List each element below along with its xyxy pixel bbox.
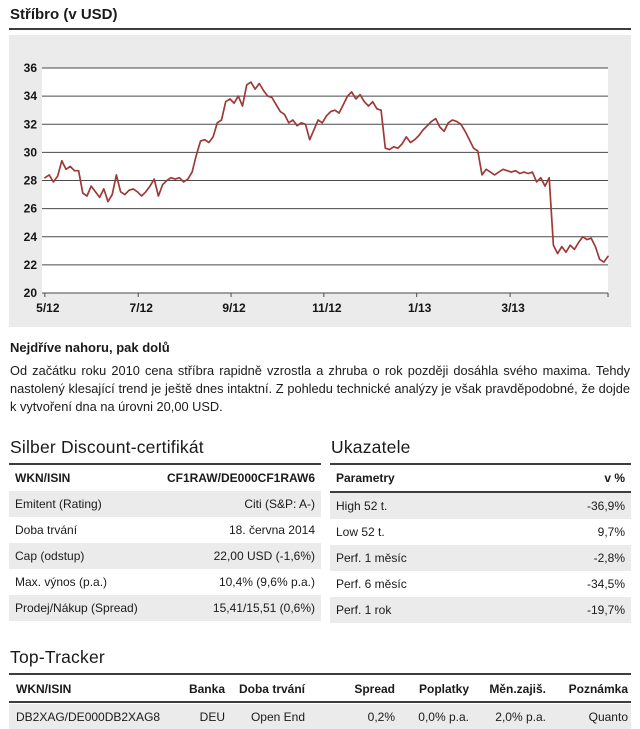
tracker-data-row — [9, 704, 631, 729]
lead-heading: Nejdříve nahoru, pak dolů — [10, 340, 170, 355]
row-label: Cap (odstup) — [15, 549, 85, 563]
row-label: High 52 t. — [336, 499, 388, 513]
table-row — [330, 597, 631, 623]
tracker-cell: DB2XAG/DE000DB2XAG8 — [16, 709, 161, 724]
row-value: 9,7% — [597, 525, 625, 539]
svg-text:22: 22 — [23, 257, 37, 272]
tracker-cell: 2,0% p.a. — [495, 709, 546, 724]
silver-chart-svg — [9, 35, 631, 327]
svg-text:7/12: 7/12 — [129, 301, 153, 315]
row-label: Doba trvání — [15, 523, 78, 537]
row-value: 10,4% (9,6% p.a.) — [218, 575, 315, 589]
svg-text:9/12: 9/12 — [222, 301, 246, 315]
row-value: -2,8% — [593, 551, 625, 565]
row-label: WKN/ISIN — [15, 471, 71, 485]
tracker-header-cell: Poznámka — [568, 681, 628, 696]
svg-text:5/12: 5/12 — [36, 301, 60, 315]
row-value: 18. června 2014 — [228, 523, 315, 537]
row-label: Perf. 6 měsíc — [336, 577, 407, 591]
table-row — [9, 465, 321, 491]
certificate-table-title: Silber Discount-certifikát — [9, 437, 321, 465]
row-value: Citi (S&P: A-) — [244, 497, 315, 511]
row-label: Prodej/Nákup (Spread) — [15, 601, 138, 615]
row-value: 22,00 USD (-1,6%) — [213, 549, 315, 563]
table-row — [330, 493, 631, 519]
tracker-cell: Open End — [250, 709, 305, 724]
row-label: Max. výnos (p.a.) — [15, 575, 108, 589]
row-label: Low 52 t. — [336, 525, 385, 539]
tracker-table-title: Top-Tracker — [9, 647, 631, 675]
svg-text:34: 34 — [23, 89, 37, 104]
tracker-header-cell: WKN/ISIN — [16, 681, 72, 696]
indicators-table — [330, 437, 631, 623]
certificate-table — [9, 437, 321, 623]
svg-text:32: 32 — [23, 117, 37, 132]
table-row — [330, 571, 631, 597]
svg-text:1/13: 1/13 — [408, 301, 432, 315]
svg-text:30: 30 — [23, 145, 37, 160]
tracker-cell: 0,2% — [367, 709, 395, 724]
table-row — [9, 517, 321, 543]
indicators-table-title: Ukazatele — [330, 437, 631, 465]
row-label: Perf. 1 rok — [336, 603, 392, 617]
header-label: Parametry — [336, 471, 395, 485]
header-value: v % — [604, 471, 625, 485]
table-row — [9, 569, 321, 595]
svg-text:24: 24 — [23, 229, 37, 244]
tracker-header-cell: Doba trvání — [238, 681, 305, 696]
table-header-row — [330, 465, 631, 493]
tracker-header-cell: Spread — [354, 681, 395, 696]
table-row — [9, 543, 321, 569]
svg-text:26: 26 — [23, 201, 37, 216]
table-row — [9, 595, 321, 621]
tracker-cell: 0,0% p.a. — [418, 709, 469, 724]
tracker-header-cell: Banka — [188, 681, 225, 696]
row-value: CF1RAW/DE000CF1RAW6 — [166, 471, 315, 485]
svg-text:36: 36 — [23, 61, 37, 75]
tables-row — [9, 437, 631, 623]
lead-paragraph: Od začátku roku 2010 cena stříbra rapidně vzrostla a zhruba o rok později dosáhla svého maxima. Tehdy nastolený klesající trend je ještě dnes intaktní. Z pohledu technické analýzy je však pravděpodobné, že dojde k vytvoření dna na úrovni 20,00 USD. — [10, 363, 630, 414]
silver-price-chart — [9, 35, 631, 327]
tracker-header-cell: Poplatky — [418, 681, 469, 696]
row-value: -36,9% — [586, 499, 625, 513]
row-value: -34,5% — [586, 577, 625, 591]
row-value: 15,41/15,51 (0,6%) — [212, 601, 315, 615]
page-title: Stříbro (v USD) — [9, 3, 631, 30]
tracker-table — [9, 647, 631, 729]
row-value: -19,7% — [586, 603, 625, 617]
tracker-header-row — [9, 676, 631, 703]
svg-text:20: 20 — [23, 286, 37, 300]
row-label: Emitent (Rating) — [15, 497, 102, 511]
row-label: Perf. 1 měsíc — [336, 551, 407, 565]
svg-text:3/13: 3/13 — [501, 301, 525, 315]
svg-text:28: 28 — [23, 173, 37, 188]
table-row — [330, 519, 631, 545]
table-row — [330, 545, 631, 571]
table-row — [9, 491, 321, 517]
svg-text:11/12: 11/12 — [312, 301, 342, 315]
tracker-cell: DEU — [199, 709, 225, 724]
tracker-cell: Quanto — [588, 709, 628, 724]
tracker-header-cell: Měn.zajiš. — [489, 681, 546, 696]
